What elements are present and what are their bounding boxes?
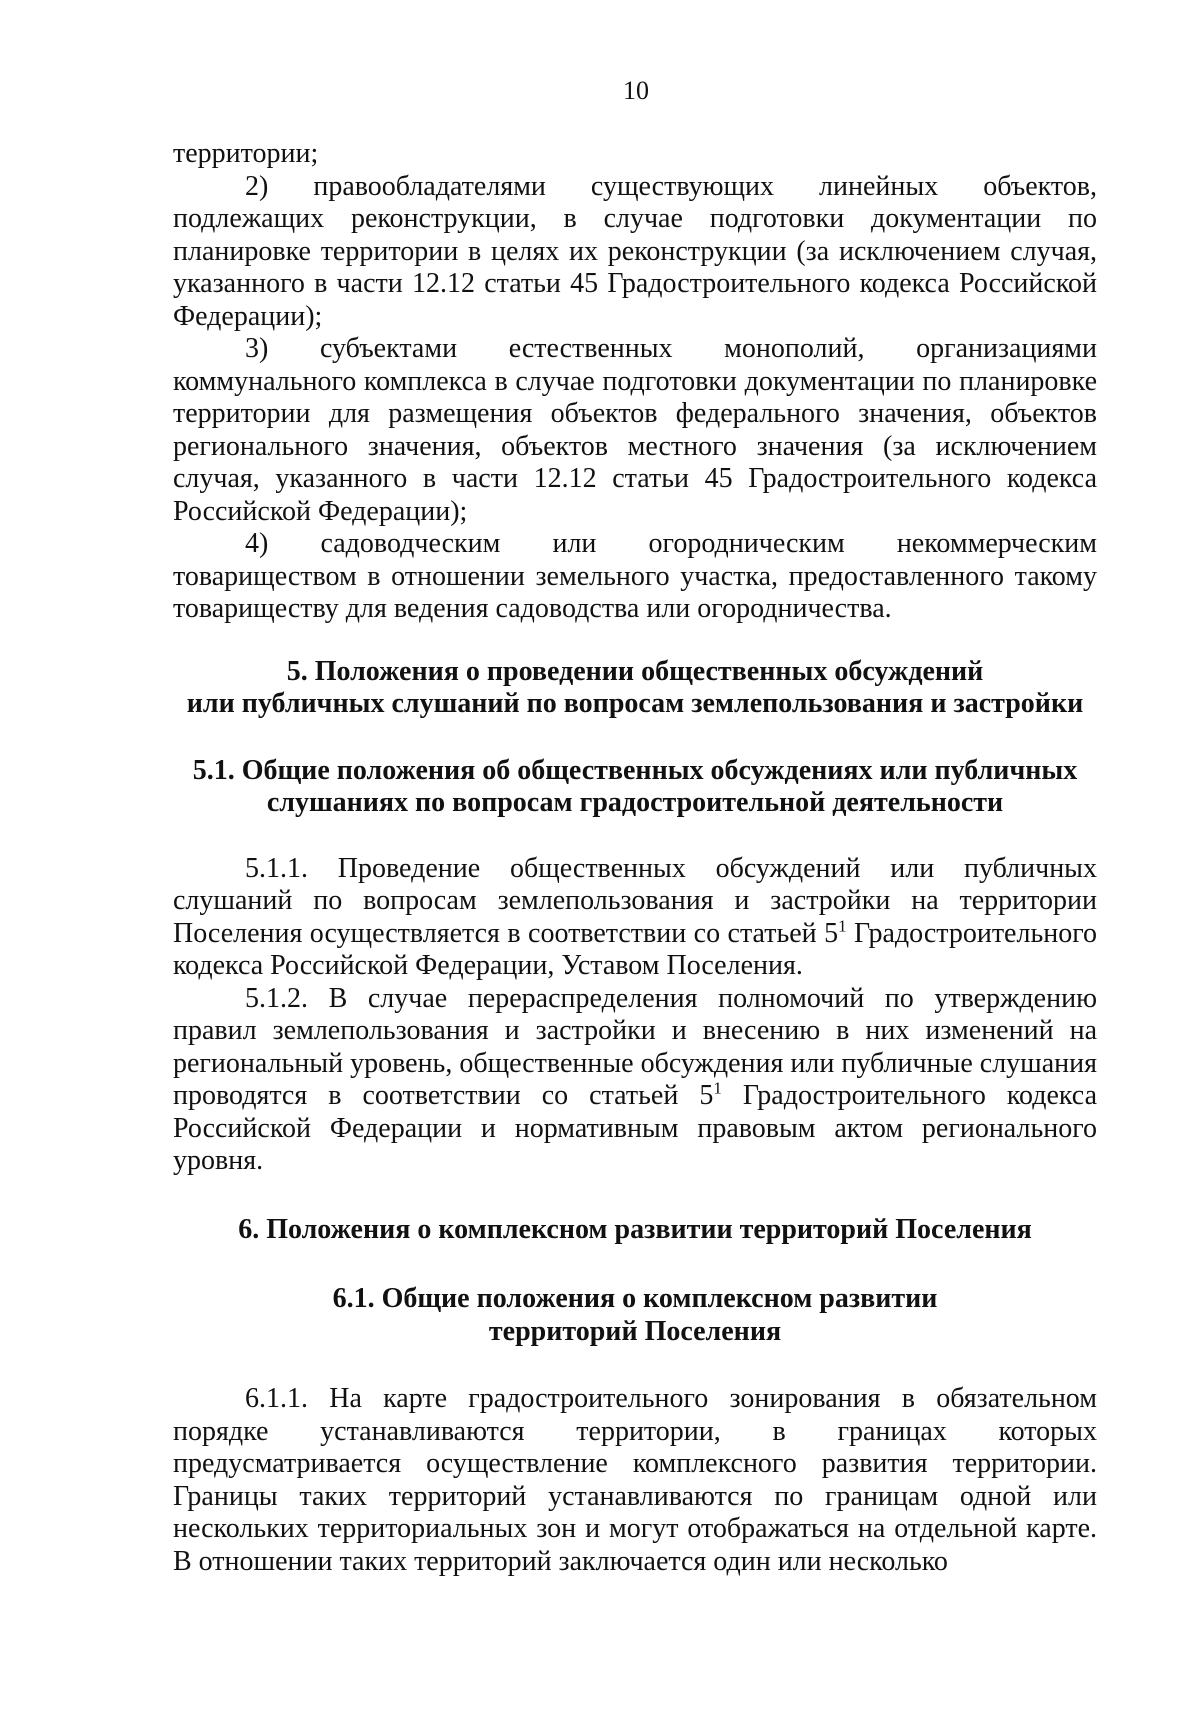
- section-5-1-heading-line-1: 5.1. Общие положения об общественных обсуждениях или публичных: [192, 754, 1078, 786]
- paragraph-6-1-1: 6.1.1. На карте градостроительного зонирования в обязательном порядке устанавливаются территории, в границах которых предусматривается осуществление комплексного развития территории. Границы таких территорий устанавливаются по границам одной или нескольких территориальных зон и могут отображаться на отдельной карте. В отношении таких территорий заключается один или несколько: [173, 1383, 1097, 1577]
- section-5-1-heading-line-2: слушаниях по вопросам градостроительной деятельности: [266, 787, 1004, 818]
- paragraph-5-1-2-text-end: Градостроительного кодекса Российской Федерации и нормативным правовым актом регионального уровня.: [173, 1080, 1097, 1176]
- section-5-heading-line-2: или публичных слушаний по вопросам землепользования и застройки: [186, 688, 1084, 719]
- paragraph-5-1-1-text: 5.1.1. Проведение общественных обсуждений или публичных слушаний по вопросам землепользования и застройки на территории Поселения осуществляется в соответствии со статьей 5: [173, 852, 1097, 949]
- paragraph-5-1-2: [173, 983, 1097, 1178]
- section-6-1-heading-line-1: 6.1. Общие положения о комплексном развитии: [332, 1283, 938, 1314]
- section-5-heading-line-1: 5. Положения о проведении общественных обсуждений: [286, 655, 984, 687]
- list-item-2: 2) правообладателями существующих линейных объектов, подлежащих реконструкции, в случае подготовки документации по планировке территории в целях их реконструкции (за исключением случая, указанного в части 12.12 статьи 45 Градостроительного кодекса Российской Федерации);: [173, 170, 1097, 332]
- section-6-1-heading: [173, 1283, 1097, 1348]
- paragraph-5-1-2-text: 5.1.2. В случае перераспределения полномочий по утверждению правил землепользования и застройки и внесению в них изменений на региональный уровень, общественные обсуждения или публичные слушания проводятся в соответствии со статьей 5: [173, 982, 1098, 1111]
- paragraph-5-1-1-text-end: Градостроительного кодекса Российской Федерации, Уставом Поселения.: [173, 917, 1097, 981]
- list-item-3: 3) субъектами естественных монополий, организациями коммунального комплекса в случае подготовки документации по планировке территории для размещения объектов федерального значения, объектов регионального значения, объектов местного значения (за исключением случая, указанного в части 12.12 статьи 45 Градостроительного кодекса Российской Федерации);: [173, 333, 1097, 527]
- superscript: 1: [713, 1078, 722, 1098]
- section-5-heading: [173, 656, 1097, 721]
- section-5-1-heading: [173, 755, 1097, 820]
- superscript: 1: [838, 916, 847, 936]
- page-content: [173, 138, 1097, 1578]
- paragraph-5-1-1: [173, 853, 1097, 983]
- section-6-1-heading-line-2: территорий Поселения: [488, 1315, 782, 1347]
- page-number: 10: [623, 76, 649, 105]
- list-item-4: 4) садоводческим или огородническим некоммерческим товариществом в отношении земельного участка, предоставленного такому товариществу для ведения садоводства или огородничества.: [173, 528, 1097, 624]
- section-6-heading: 6. Положения о комплексном развитии территорий Поселения: [238, 1213, 1032, 1245]
- paragraph-continuation: территории;: [173, 138, 319, 169]
